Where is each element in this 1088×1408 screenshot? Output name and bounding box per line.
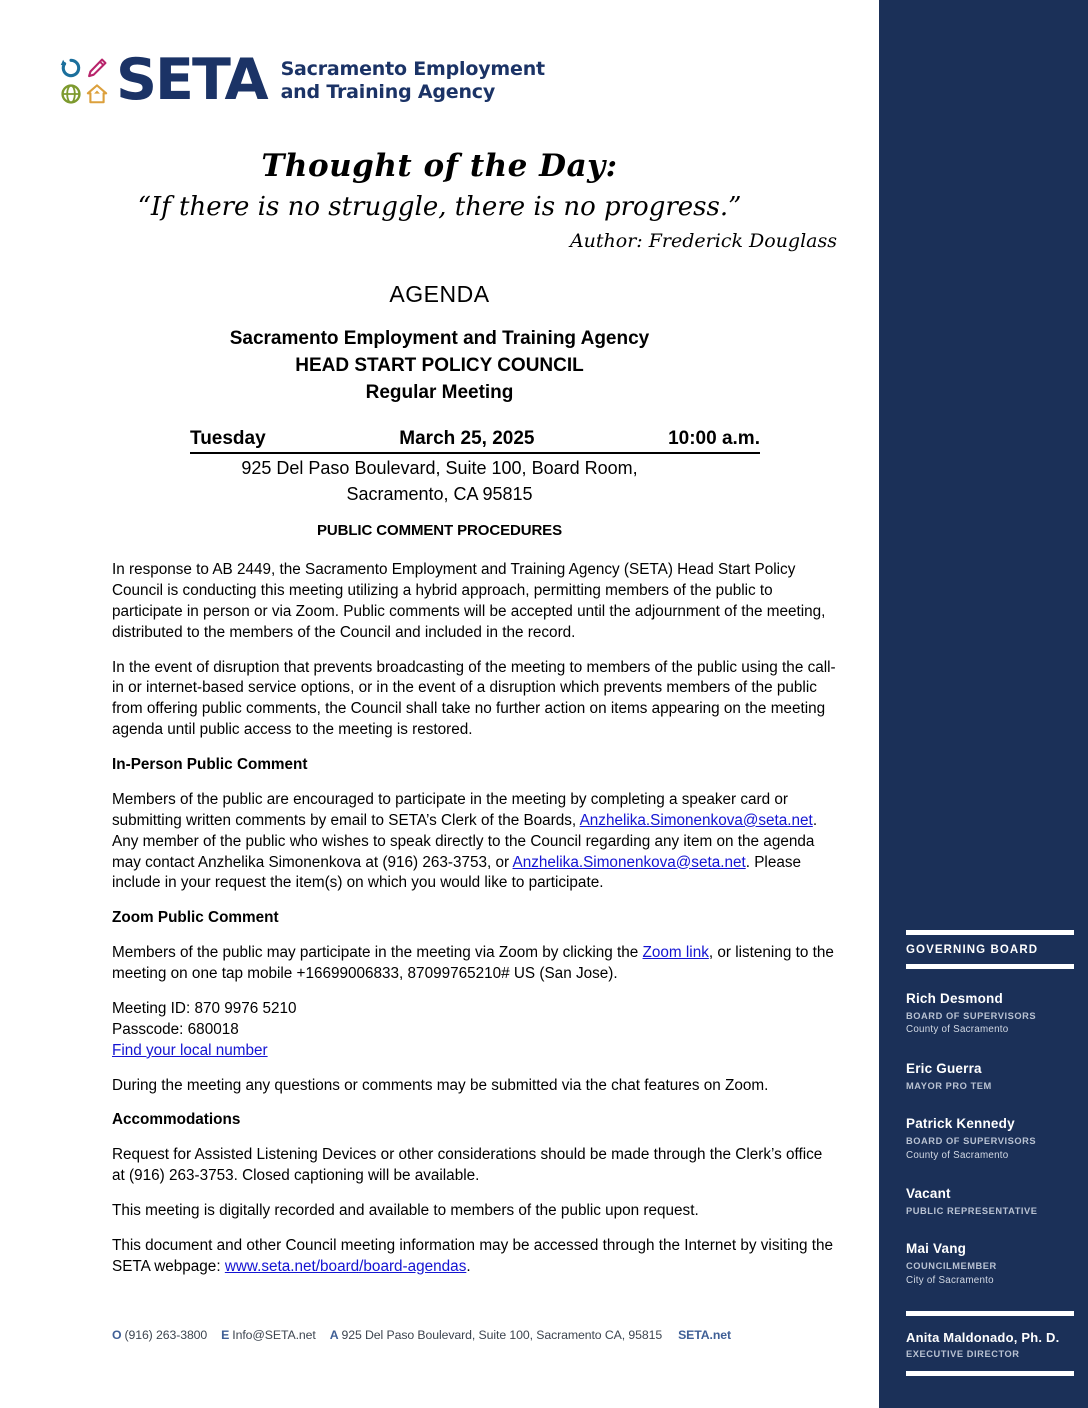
board-member-org: County of Sacramento xyxy=(906,1024,1009,1036)
board-member-name: Mai Vang xyxy=(906,1241,967,1257)
board-member xyxy=(906,1061,1074,1092)
zoom-text-1: Members of the public may participate in the meeting via Zoom by clicking the xyxy=(112,944,643,962)
agenda-title: AGENDA xyxy=(389,281,490,307)
meeting-time: 10:00 a.m. xyxy=(668,428,760,449)
footer-phone-label: O xyxy=(112,1328,122,1342)
meeting-venue xyxy=(0,456,879,507)
governing-board-sidebar xyxy=(879,0,1088,1408)
in-person-text-1: Members of the public are encouraged to participate in the meeting by completing a speaker card or submitting written comments by email to SETA’s Clerk of the Boards, xyxy=(112,790,788,829)
zoom-public-comment-text xyxy=(112,943,839,985)
clerk-email-link-1[interactable]: Anzhelika.Simonenkova@seta.net xyxy=(579,811,813,829)
footer-address-label: A xyxy=(329,1328,339,1342)
logo-icon-grid xyxy=(58,55,110,107)
recording-note: This meeting is digitally recorded and available to members of the public upon request. xyxy=(112,1202,699,1219)
board-member-list xyxy=(906,991,1074,1287)
thought-of-the-day-block xyxy=(0,148,879,252)
chat-features-note: During the meeting any questions or comments may be submitted via the chat features on Zoom. xyxy=(112,1076,769,1094)
divider-under-title xyxy=(906,964,1074,969)
zoom-meeting-link[interactable]: Zoom link xyxy=(642,944,709,962)
refresh-circle-icon xyxy=(58,55,84,81)
meeting-day: Tuesday xyxy=(190,428,266,449)
seta-logo xyxy=(58,47,545,113)
governing-board-title: GOVERNING BOARD xyxy=(906,944,1039,956)
logo-wordmark: SETA xyxy=(116,47,267,113)
board-member-org: County of Sacramento xyxy=(906,1149,1009,1161)
venue-line1: 925 Del Paso Boulevard, Suite 100, Board Room, xyxy=(241,458,638,478)
agenda-org-line2: HEAD START POLICY COUNCIL xyxy=(295,354,584,376)
in-person-text-2: . Any member of the public who wishes to speak directly to the Council regarding any item on the agenda may contact Anzhelika Simonenkova at (916) 263-3753, or xyxy=(112,811,818,871)
executive-director-role: EXECUTIVE DIRECTOR xyxy=(906,1349,1020,1360)
webpage-text-2: . xyxy=(466,1257,471,1275)
agenda-org-line3: Regular Meeting xyxy=(365,381,514,403)
agenda-org-lines xyxy=(0,326,879,407)
thought-quote: “If there is no struggle, there is no progress.” xyxy=(137,192,742,222)
board-member xyxy=(906,991,1074,1037)
zoom-text-2: , or listening to the meeting on one tap mobile +16699006833, 87099765210# US (San Jose). xyxy=(112,944,834,982)
page-footer xyxy=(112,1328,852,1342)
globe-icon xyxy=(58,81,84,107)
pencil-icon xyxy=(84,55,110,81)
in-person-text-3: . Please include in your request the item(s) on which you would like to participate. xyxy=(112,853,802,892)
footer-phone: (916) 263-3800 xyxy=(124,1328,208,1342)
board-member-name: Patrick Kennedy xyxy=(906,1116,1015,1132)
board-member-name: Vacant xyxy=(906,1185,951,1201)
board-member-role: BOARD OF SUPERVISORS xyxy=(906,1010,1037,1021)
footer-website: SETA.net xyxy=(678,1328,732,1342)
governing-board-panel xyxy=(906,930,1074,1376)
board-member-role: BOARD OF SUPERVISORS xyxy=(906,1136,1037,1147)
accommodations-heading: Accommodations xyxy=(112,1111,241,1129)
logo-tagline xyxy=(281,58,545,103)
in-person-public-comment-text xyxy=(112,790,839,894)
zoom-public-comment-heading: Zoom Public Comment xyxy=(112,909,279,927)
meeting-datetime-row xyxy=(190,428,760,454)
board-member-name: Rich Desmond xyxy=(906,991,1003,1006)
find-local-number-link[interactable]: Find your local number xyxy=(112,1041,268,1059)
zoom-meeting-id: Meeting ID: 870 9976 5210 xyxy=(112,999,297,1017)
zoom-passcode: Passcode: 680018 xyxy=(112,1020,239,1038)
logo-tagline-line1: Sacramento Employment xyxy=(280,58,545,81)
seta-board-agendas-link[interactable]: www.seta.net/board/board-agendas xyxy=(224,1257,467,1275)
divider-above-executive xyxy=(906,1311,1074,1316)
find-local-number-line xyxy=(112,1041,839,1062)
board-member xyxy=(906,1116,1074,1162)
footer-email-label: E xyxy=(221,1328,230,1342)
paragraph-disruption: In the event of disruption that prevents broadcasting of the meeting to members of the public using the call-in or internet-based service options, or in the event of a disruption which prevents members of the public from offering public comments, the Council shall take no further action on items appearing on the meeting agenda until public access to the meeting is restored. xyxy=(112,658,836,739)
webpage-text-1: This document and other Council meeting information may be accessed through the Internet by visiting the SETA webpage: xyxy=(112,1236,834,1275)
divider-bottom xyxy=(906,1371,1074,1376)
house-icon xyxy=(84,81,110,107)
meeting-date: March 25, 2025 xyxy=(399,428,535,449)
executive-director-block xyxy=(906,1330,1074,1361)
footer-email: Info@SETA.net xyxy=(232,1328,316,1342)
in-person-public-comment-heading: In-Person Public Comment xyxy=(112,756,308,773)
venue-line2: Sacramento, CA 95815 xyxy=(346,483,533,504)
public-comment-body xyxy=(112,560,839,1292)
agenda-heading-block xyxy=(0,281,879,407)
board-member xyxy=(906,1186,1074,1217)
board-member-name: Eric Guerra xyxy=(906,1060,982,1076)
logo-tagline-line2: and Training Agency xyxy=(280,80,496,103)
board-member-role: COUNCILMEMBER xyxy=(906,1261,997,1272)
board-member-role: MAYOR PRO TEM xyxy=(906,1080,992,1091)
board-member xyxy=(906,1241,1074,1287)
board-member-org: City of Sacramento xyxy=(906,1274,994,1286)
agenda-org-line1: Sacramento Employment and Training Agency xyxy=(229,328,650,349)
accommodations-text: Request for Assisted Listening Devices or other considerations should be made through the Clerk’s office at (916) 263-3753. Closed captioning will be available. xyxy=(112,1146,823,1185)
thought-author: Author: Frederick Douglass xyxy=(569,230,837,252)
public-comment-procedures-heading: PUBLIC COMMENT PROCEDURES xyxy=(316,522,562,539)
board-member-role: PUBLIC REPRESENTATIVE xyxy=(906,1205,1038,1216)
footer-address: 925 Del Paso Boulevard, Suite 100, Sacramento CA, 95815 xyxy=(341,1328,663,1342)
clerk-email-link-2[interactable]: Anzhelika.Simonenkova@seta.net xyxy=(512,853,746,871)
paragraph-ab2449: In response to AB 2449, the Sacramento Employment and Training Agency (SETA) Head Start Policy Council is conducting this meeting utilizing a hybrid approach, permitting members of the public to participate in person or via Zoom. Public comments will be accepted until the adjournment of the meeting, distributed to the members of the Council and included in the record. xyxy=(112,561,826,641)
webpage-note xyxy=(112,1236,839,1278)
executive-director-name: Anita Maldonado, Ph. D. xyxy=(906,1330,1060,1346)
thought-title: Thought of the Day: xyxy=(261,148,618,184)
